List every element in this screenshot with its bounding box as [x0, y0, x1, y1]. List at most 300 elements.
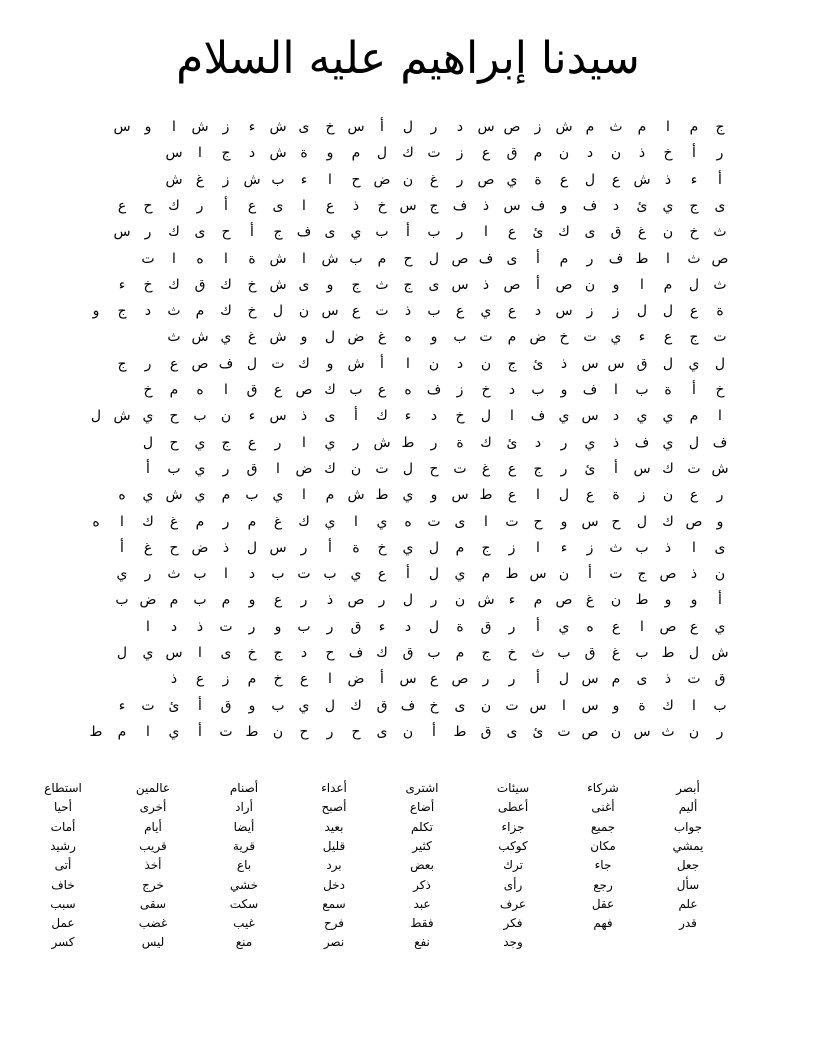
- grid-letter: ك: [168, 276, 180, 293]
- grid-letter: ك: [324, 382, 336, 398]
- grid-letter: ر: [352, 434, 360, 451]
- grid-letter: ئ: [636, 197, 648, 214]
- grid-letter: ع: [169, 355, 179, 372]
- grid-letter: ي: [662, 408, 674, 425]
- word-item: وجد: [503, 935, 523, 950]
- grid-letter: ف: [296, 224, 312, 241]
- grid-letter: ف: [218, 355, 234, 372]
- grid-letter: م: [455, 539, 465, 556]
- grid-letter: غ: [481, 460, 491, 477]
- word-item: رشيد: [50, 838, 76, 853]
- grid-letter: ا: [224, 566, 228, 583]
- grid-letter: ذ: [482, 276, 490, 293]
- grid-letter: ب: [375, 224, 389, 241]
- grid-letter: ج: [117, 303, 127, 320]
- grid-letter: ل: [246, 539, 258, 556]
- grid-letter: ئ: [584, 460, 596, 477]
- grid-letter: ا: [302, 250, 306, 267]
- grid-letter: ي: [194, 460, 206, 477]
- grid-letter: س: [399, 197, 417, 214]
- grid-letter: و: [248, 592, 256, 609]
- grid-letter: خ: [143, 276, 153, 293]
- grid-letter: ي: [142, 408, 154, 425]
- grid-letter: خ: [247, 276, 257, 293]
- grid-letter: ي: [220, 329, 232, 346]
- grid-letter: ف: [400, 697, 416, 714]
- grid-letter: ص: [503, 119, 521, 135]
- grid-letter: ك: [376, 408, 388, 425]
- grid-letter: ص: [503, 276, 521, 293]
- grid-letter: ه: [404, 329, 412, 346]
- grid-letter: ا: [666, 119, 670, 135]
- grid-letter: غ: [611, 645, 621, 661]
- grid-letter: د: [248, 145, 256, 162]
- grid-letter: ش: [373, 434, 391, 451]
- grid-letter: أ: [536, 276, 540, 293]
- word-item: بعيد: [324, 819, 344, 834]
- grid-letter: ى: [376, 723, 388, 740]
- grid-letter: ا: [666, 250, 670, 267]
- grid-letter: ة: [456, 618, 464, 635]
- grid-letter: ج: [689, 329, 699, 346]
- grid-letter: ط: [661, 645, 675, 661]
- grid-letter: ا: [198, 145, 202, 162]
- grid-letter: م: [169, 592, 179, 609]
- grid-letter: غ: [429, 171, 439, 188]
- grid-letter: ت: [427, 145, 441, 162]
- grid-letter: ء: [300, 171, 308, 188]
- grid-letter: خ: [663, 145, 673, 162]
- grid-letter: ض: [347, 329, 365, 346]
- grid-letter: ي: [350, 566, 362, 583]
- grid-letter: أ: [380, 119, 384, 135]
- grid-letter: ل: [428, 539, 440, 556]
- grid-letter: ا: [302, 197, 306, 214]
- grid-letter: خ: [247, 303, 257, 320]
- grid-letter: ق: [636, 355, 648, 372]
- grid-letter: غ: [273, 513, 283, 530]
- grid-letter: ب: [193, 592, 207, 609]
- grid-letter: ث: [167, 566, 181, 583]
- word-item: خرج: [142, 877, 164, 892]
- grid-letter: و: [144, 119, 152, 135]
- word-item: بعض: [410, 858, 434, 873]
- grid-letter: ث: [531, 645, 545, 661]
- grid-letter: ش: [711, 645, 729, 661]
- grid-letter: أ: [224, 197, 228, 214]
- grid-letter: ج: [429, 197, 439, 214]
- grid-letter: ل: [272, 303, 284, 320]
- grid-letter: ك: [480, 434, 492, 451]
- grid-letter: أ: [718, 171, 722, 188]
- grid-letter: ع: [663, 329, 673, 346]
- grid-letter: ا: [536, 539, 540, 556]
- word-item: فهم: [593, 916, 613, 931]
- grid-letter: و: [300, 329, 308, 346]
- grid-letter: ج: [637, 566, 647, 583]
- grid-letter: ط: [635, 592, 649, 609]
- grid-letter: ط: [453, 723, 467, 740]
- grid-letter: ل: [246, 355, 258, 372]
- grid-letter: ع: [299, 671, 309, 688]
- grid-letter: ذ: [404, 303, 412, 320]
- grid-letter: م: [689, 408, 699, 425]
- word-item: تكلم: [411, 819, 433, 834]
- grid-letter: د: [300, 645, 308, 661]
- grid-letter: ب: [349, 382, 363, 398]
- grid-letter: ز: [456, 145, 464, 162]
- word-item: أتى: [54, 858, 72, 873]
- grid-letter: ب: [427, 645, 441, 661]
- grid-letter: و: [430, 487, 438, 504]
- grid-letter: غ: [637, 224, 647, 241]
- grid-letter: د: [612, 197, 620, 214]
- grid-letter: ل: [688, 276, 700, 293]
- grid-letter: ذ: [664, 671, 672, 688]
- grid-letter: ب: [271, 171, 285, 188]
- grid-letter: ا: [224, 250, 228, 267]
- grid-letter: ذ: [482, 197, 490, 214]
- grid-letter: د: [248, 566, 256, 583]
- grid-letter: ذ: [560, 355, 568, 372]
- grid-letter: ش: [165, 487, 183, 504]
- grid-letter: ر: [508, 671, 516, 688]
- grid-letter: ح: [403, 250, 413, 267]
- word-item: عمل: [51, 916, 75, 931]
- grid-letter: ض: [139, 592, 157, 609]
- word-item: دخل: [323, 877, 345, 892]
- grid-letter: ب: [635, 382, 649, 398]
- grid-letter: ك: [168, 224, 180, 241]
- grid-letter: خ: [715, 382, 725, 398]
- grid-letter: ص: [581, 723, 599, 740]
- grid-letter: ه: [92, 513, 100, 530]
- grid-letter: و: [716, 513, 724, 530]
- grid-letter: ي: [324, 434, 336, 451]
- word-item: باع: [236, 858, 252, 873]
- grid-letter: ى: [324, 408, 336, 425]
- grid-letter: ع: [481, 145, 491, 162]
- grid-letter: ص: [711, 250, 729, 267]
- grid-letter: ى: [428, 276, 440, 293]
- grid-letter: أ: [406, 566, 410, 583]
- grid-letter: ل: [584, 171, 596, 188]
- grid-letter: ق: [506, 145, 518, 162]
- grid-letter: ى: [298, 119, 310, 135]
- word-item: أمات: [50, 819, 76, 834]
- grid-letter: ح: [351, 171, 361, 188]
- word-item: نصر: [323, 935, 345, 950]
- grid-letter: ئ: [168, 697, 180, 714]
- grid-letter: ذ: [664, 539, 672, 556]
- grid-letter: ض: [347, 671, 365, 688]
- grid-letter: ى: [272, 197, 284, 214]
- grid-letter: ا: [640, 618, 644, 635]
- grid-letter: ق: [194, 276, 206, 293]
- grid-letter: ء: [378, 618, 386, 635]
- grid-letter: س: [581, 671, 599, 688]
- word-item: سكت: [229, 896, 259, 911]
- grid-letter: ق: [480, 618, 492, 635]
- word-item: جواب: [673, 819, 703, 834]
- word-item: برد: [326, 858, 342, 873]
- grid-letter: ب: [713, 697, 727, 714]
- grid-letter: ى: [194, 224, 206, 241]
- grid-letter: ز: [586, 539, 594, 556]
- grid-letter: ل: [714, 355, 726, 372]
- grid-letter: غ: [195, 171, 205, 188]
- grid-letter: غ: [585, 592, 595, 609]
- grid-letter: ي: [558, 408, 570, 425]
- grid-letter: ل: [90, 408, 102, 425]
- word-item: أخذ: [144, 858, 162, 873]
- grid-letter: ذ: [170, 671, 178, 688]
- grid-letter: ش: [321, 250, 339, 267]
- word-item: شركاء: [587, 781, 619, 795]
- grid-letter: ر: [300, 539, 308, 556]
- grid-letter: ر: [326, 618, 334, 635]
- grid-letter: ث: [661, 723, 675, 740]
- word-item: أيضا: [233, 819, 255, 834]
- grid-letter: ش: [633, 171, 651, 188]
- grid-letter: س: [581, 408, 599, 425]
- grid-letter: و: [612, 697, 620, 714]
- word-item: جاء: [594, 858, 612, 873]
- grid-letter: د: [456, 119, 464, 135]
- grid-letter: ح: [351, 723, 361, 740]
- grid-letter: ث: [375, 276, 389, 293]
- grid-letter: س: [633, 460, 651, 477]
- grid-letter: ع: [195, 671, 205, 688]
- grid-letter: ل: [662, 303, 674, 320]
- grid-letter: س: [607, 355, 625, 372]
- grid-letter: ش: [269, 276, 287, 293]
- grid-letter: ط: [635, 250, 649, 267]
- word-item: أعطى: [497, 800, 529, 815]
- grid-letter: ع: [247, 197, 257, 214]
- grid-letter: ت: [453, 460, 467, 477]
- grid-letter: ث: [609, 119, 623, 135]
- grid-letter: م: [533, 145, 543, 162]
- grid-letter: ل: [428, 566, 440, 583]
- grid-letter: ب: [635, 539, 649, 556]
- grid-letter: ي: [610, 329, 622, 346]
- grid-letter: ب: [193, 408, 207, 425]
- grid-letter: ا: [692, 697, 696, 714]
- grid-letter: ف: [634, 434, 650, 451]
- grid-letter: ب: [245, 487, 259, 504]
- grid-letter: ة: [300, 145, 308, 162]
- grid-letter: ص: [477, 171, 495, 188]
- grid-letter: ب: [427, 303, 441, 320]
- grid-letter: ت: [375, 303, 389, 320]
- grid-letter: س: [113, 224, 131, 241]
- grid-letter: ض: [373, 171, 391, 188]
- grid-letter: ن: [662, 487, 674, 504]
- grid-letter: ل: [688, 645, 700, 661]
- grid-letter: و: [430, 329, 438, 346]
- grid-letter: ب: [635, 645, 649, 661]
- word-item: مكان: [590, 838, 616, 853]
- grid-letter: ع: [507, 460, 517, 477]
- grid-letter: ب: [349, 250, 363, 267]
- word-item: أعداء: [321, 781, 347, 795]
- grid-letter: ز: [222, 119, 230, 135]
- grid-letter: ب: [297, 618, 311, 635]
- grid-letter: ع: [429, 671, 439, 688]
- grid-letter: س: [555, 303, 573, 320]
- grid-letter: ع: [611, 171, 621, 188]
- grid-letter: ف: [530, 408, 546, 425]
- grid-letter: ء: [118, 276, 126, 293]
- grid-letter: ه: [404, 382, 412, 398]
- grid-letter: ق: [480, 723, 492, 740]
- grid-letter: ه: [118, 487, 126, 504]
- grid-letter: ا: [484, 224, 488, 241]
- grid-letter: ا: [302, 487, 306, 504]
- word-item: أصنام: [229, 781, 259, 795]
- grid-letter: ص: [659, 566, 677, 583]
- grid-letter: ا: [692, 539, 696, 556]
- grid-letter: ش: [165, 171, 183, 188]
- grid-letter: أ: [328, 539, 332, 556]
- grid-letter: ط: [479, 487, 493, 504]
- grid-letter: ى: [454, 697, 466, 714]
- grid-letter: ئ: [532, 723, 544, 740]
- grid-letter: خ: [247, 645, 257, 661]
- grid-letter: ى: [298, 276, 310, 293]
- grid-letter: د: [534, 303, 542, 320]
- grid-letter: ع: [611, 618, 621, 635]
- grid-letter: ف: [712, 434, 728, 451]
- grid-letter: ئ: [532, 355, 544, 372]
- grid-letter: ت: [219, 723, 233, 740]
- grid-letter: ا: [146, 723, 150, 740]
- grid-letter: ص: [451, 671, 469, 688]
- grid-letter: ح: [325, 645, 335, 661]
- grid-letter: ش: [269, 119, 287, 135]
- grid-letter: ا: [172, 119, 176, 135]
- grid-letter: ذ: [196, 618, 204, 635]
- word-item: عرف: [499, 896, 527, 911]
- grid-letter: ر: [248, 618, 256, 635]
- grid-letter: أ: [536, 250, 540, 267]
- grid-letter: ي: [142, 487, 154, 504]
- grid-letter: ه: [196, 250, 204, 267]
- grid-letter: ا: [510, 408, 514, 425]
- grid-letter: م: [221, 487, 231, 504]
- grid-letter: س: [165, 145, 183, 162]
- grid-letter: و: [560, 513, 568, 530]
- grid-letter: ل: [116, 645, 128, 661]
- grid-letter: ز: [222, 671, 230, 688]
- grid-letter: ج: [507, 355, 517, 372]
- grid-letter: أ: [380, 671, 384, 688]
- grid-letter: ر: [196, 197, 204, 214]
- grid-letter: س: [269, 408, 287, 425]
- grid-letter: ي: [350, 224, 362, 241]
- grid-letter: ع: [689, 487, 699, 504]
- grid-letter: س: [581, 513, 599, 530]
- word-item: سيئات: [496, 781, 530, 795]
- grid-letter: ى: [636, 671, 648, 688]
- grid-letter: أ: [120, 539, 124, 556]
- grid-letter: م: [455, 645, 465, 661]
- grid-letter: ذ: [612, 434, 620, 451]
- grid-letter: د: [456, 355, 464, 372]
- grid-letter: ا: [562, 697, 566, 714]
- grid-letter: ي: [142, 645, 154, 661]
- grid-letter: ا: [224, 382, 228, 398]
- grid-letter: ذ: [300, 408, 308, 425]
- word-item: أغنى: [591, 800, 615, 815]
- grid-letter: خ: [429, 697, 439, 714]
- grid-letter: ف: [582, 382, 598, 398]
- word-item: فقط: [410, 916, 434, 931]
- grid-letter: ش: [243, 171, 261, 188]
- grid-letter: ا: [276, 460, 280, 477]
- grid-letter: ة: [716, 303, 724, 320]
- grid-letter: ط: [89, 723, 103, 740]
- word-item: علم: [678, 896, 698, 911]
- grid-letter: خ: [273, 671, 283, 688]
- grid-letter: ن: [558, 566, 570, 583]
- grid-letter: ء: [118, 697, 126, 714]
- grid-letter: ي: [116, 566, 128, 583]
- grid-letter: ر: [456, 171, 464, 188]
- grid-letter: ء: [560, 539, 568, 556]
- grid-letter: س: [633, 723, 651, 740]
- grid-letter: أ: [432, 723, 436, 740]
- grid-letter: ت: [141, 697, 155, 714]
- grid-letter: ا: [718, 408, 722, 425]
- grid-letter: ج: [533, 460, 543, 477]
- grid-letter: ت: [609, 566, 623, 583]
- grid-letter: ء: [508, 592, 516, 609]
- grid-letter: ش: [269, 145, 287, 162]
- grid-letter: ة: [612, 487, 620, 504]
- grid-letter: ن: [402, 171, 414, 188]
- grid-letter: ا: [354, 513, 358, 530]
- grid-letter: ك: [402, 145, 414, 162]
- grid-letter: ق: [246, 460, 258, 477]
- grid-letter: ق: [220, 697, 232, 714]
- grid-letter: ا: [536, 487, 540, 504]
- word-item: فكر: [503, 916, 523, 931]
- grid-letter: ح: [221, 224, 231, 241]
- grid-letter: ش: [347, 355, 365, 372]
- grid-letter: ع: [325, 197, 335, 214]
- grid-letter: و: [612, 276, 620, 293]
- grid-letter: خ: [377, 539, 387, 556]
- grid-letter: د: [404, 618, 412, 635]
- word-item: أراد: [235, 800, 253, 815]
- grid-letter: م: [533, 592, 543, 609]
- grid-letter: ى: [584, 224, 596, 241]
- word-item: كسر: [51, 935, 75, 950]
- grid-letter: ر: [144, 355, 152, 372]
- word-item: أخرى: [139, 800, 167, 815]
- grid-letter: ن: [428, 355, 440, 372]
- grid-letter: ل: [142, 434, 154, 451]
- grid-letter: ل: [324, 697, 336, 714]
- grid-letter: م: [481, 566, 491, 583]
- grid-letter: ش: [269, 329, 287, 346]
- grid-letter: ء: [248, 408, 256, 425]
- grid-letter: ر: [430, 434, 438, 451]
- grid-letter: ب: [427, 224, 441, 241]
- grid-letter: ر: [222, 460, 230, 477]
